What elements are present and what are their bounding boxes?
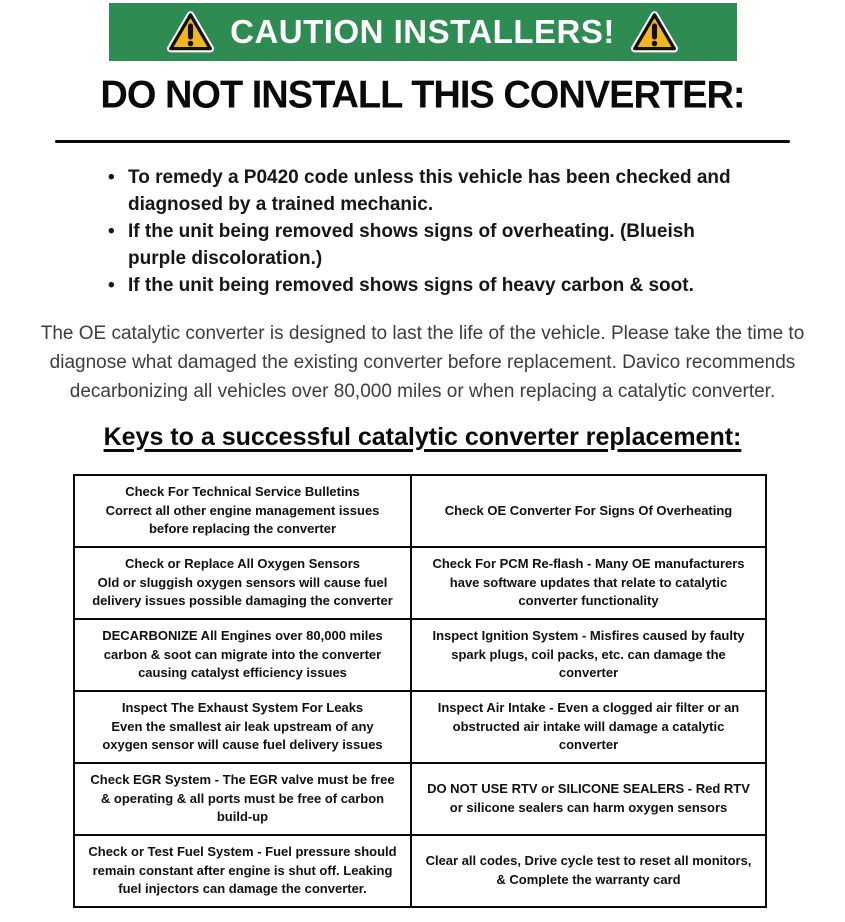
bullet-item: • To remedy a P0420 code unless this vehicle has been checked and diagnosed by a trained mechanic. [104,164,752,218]
table-cell: DECARBONIZE All Engines over 80,000 miles carbon & soot can migrate into the converter causing catalyst efficiency issues [74,619,411,691]
divider-line [55,140,790,143]
page-title: DO NOT INSTALL THIS CONVERTER: [100,73,745,117]
table-row [74,835,766,907]
warning-triangle-icon [167,11,214,54]
warning-triangle-icon [631,11,678,54]
table-cell: Check or Replace All Oxygen Sensors Old or sluggish oxygen sensors will cause fuel delivery issues possible damaging the converter [74,547,411,619]
keys-table [73,474,767,908]
table-cell: Inspect The Exhaust System For Leaks Even the smallest air leak upstream of any oxygen sensor will cause fuel delivery issues [74,691,411,763]
keys-section-heading: Keys to a successful catalytic converter replacement: [103,423,742,451]
table-cell: Check or Test Fuel System - Fuel pressure should remain constant after engine is shut off. Leaking fuel injectors can damage the converter. [74,835,411,907]
table-cell: Check For PCM Re-flash - Many OE manufacturers have software updates that relate to catalytic converter functionality [411,547,766,619]
table-cell: Check OE Converter For Signs Of Overheating [411,475,766,547]
table-row [74,691,766,763]
table-cell: Inspect Ignition System - Misfires caused by faulty spark plugs, coil packs, etc. can damage the converter [411,619,766,691]
table-cell: DO NOT USE RTV or SILICONE SEALERS - Red RTV or silicone sealers can harm oxygen sensors [411,763,766,835]
table-cell: Check For Technical Service Bulletins Correct all other engine management issues before replacing the converter [74,475,411,547]
table-row [74,763,766,835]
caution-banner [109,3,737,61]
table-row [74,547,766,619]
table-cell: Clear all codes, Drive cycle test to reset all monitors, & Complete the warranty card [411,835,766,907]
intro-paragraph: The OE catalytic converter is designed to last the life of the vehicle. Please take the time to diagnose what damaged the existing converter before replacement. Davico recommends decarbonizing all vehicles over 80,000 miles or when replacing a catalytic converter. [40,323,805,402]
table-row [74,475,766,547]
bullet-item: • If the unit being removed shows signs of heavy carbon & soot. [104,272,752,299]
table-cell: Inspect Air Intake - Even a clogged air filter or an obstructed air intake will damage a catalytic converter [411,691,766,763]
bullet-item: • If the unit being removed shows signs of overheating. (Blueish purple discoloration.) [104,218,752,272]
table-cell: Check EGR System - The EGR valve must be free & operating & all ports must be free of carbon build-up [74,763,411,835]
warning-bullet-list [104,164,752,299]
table-row [74,619,766,691]
banner-title: CAUTION INSTALLERS! [230,13,615,50]
